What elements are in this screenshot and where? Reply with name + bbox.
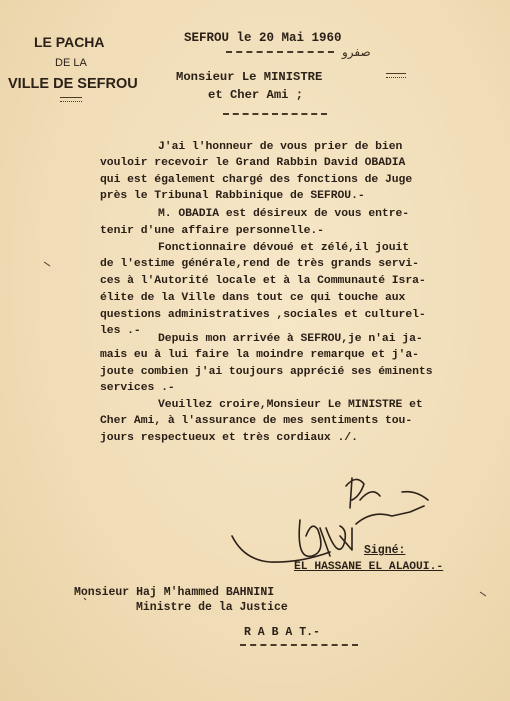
body-line: Cher Ami, à l'assurance de mes sentiments tou- bbox=[100, 415, 413, 427]
signed-label: Signé: bbox=[364, 544, 406, 557]
body-line: mais eu à lui faire la moindre remarque et j'a- bbox=[100, 349, 419, 361]
arabic-city-label: صفرو bbox=[342, 45, 371, 59]
body-line: jours respectueux et très cordiaux ./. bbox=[100, 432, 358, 444]
body-line: Fonctionnaire dévoué et zélé,il jouit bbox=[158, 242, 410, 254]
body-line: services .- bbox=[100, 382, 175, 394]
salutation-line-2: et Cher Ami ; bbox=[208, 88, 304, 102]
body-line: M. OBADIA est désireux de vous entre- bbox=[158, 208, 410, 220]
body-line: élite de la Ville dans tout ce qui touche aux bbox=[100, 292, 406, 304]
addressee-divider bbox=[240, 644, 358, 646]
body-line: ces à l'Autorité locale et à la Communauté Isra- bbox=[100, 275, 426, 287]
body-line: de l'estime générale,rend de très grands servi- bbox=[100, 258, 419, 270]
date-line: SEFROU le 20 Mai 1960 bbox=[184, 31, 342, 45]
addressee-name: Monsieur Haj M'hammed BAHNINI bbox=[74, 586, 275, 599]
body-line: tenir d'une affaire personnelle.- bbox=[100, 225, 324, 237]
body-line: les .- bbox=[100, 325, 141, 337]
letterhead-city: VILLE DE SEFROU bbox=[8, 76, 138, 92]
letterhead-subtitle: DE LA bbox=[55, 57, 87, 69]
body-line: Depuis mon arrivée à SEFROU,je n'ai ja- bbox=[158, 333, 423, 345]
body-line: joute combien j'ai toujours apprécié ses éminents bbox=[100, 366, 433, 378]
addressee-city: R A B A T.- bbox=[244, 626, 320, 639]
addressee-title: Ministre de la Justice bbox=[136, 601, 288, 614]
body-line: questions administratives ,sociales et culturel- bbox=[100, 309, 426, 321]
body-line: qui est également chargé des fonctions de Juge bbox=[100, 174, 413, 186]
letterhead-title: LE PACHA bbox=[34, 34, 105, 50]
body-line: près le Tribunal Rabbinique de SEFROU.- bbox=[100, 190, 365, 202]
body-line: vouloir recevoir le Grand Rabbin David OBADIA bbox=[100, 157, 406, 169]
signatory-name: EL HASSANE EL ALAOUI.- bbox=[294, 561, 444, 573]
salutation-line-1: Monsieur Le MINISTRE bbox=[176, 70, 323, 84]
body-line: J'ai l'honneur de vous prier de bien bbox=[158, 141, 403, 153]
body-line: Veuillez croire,Monsieur Le MINISTRE et bbox=[158, 399, 423, 411]
